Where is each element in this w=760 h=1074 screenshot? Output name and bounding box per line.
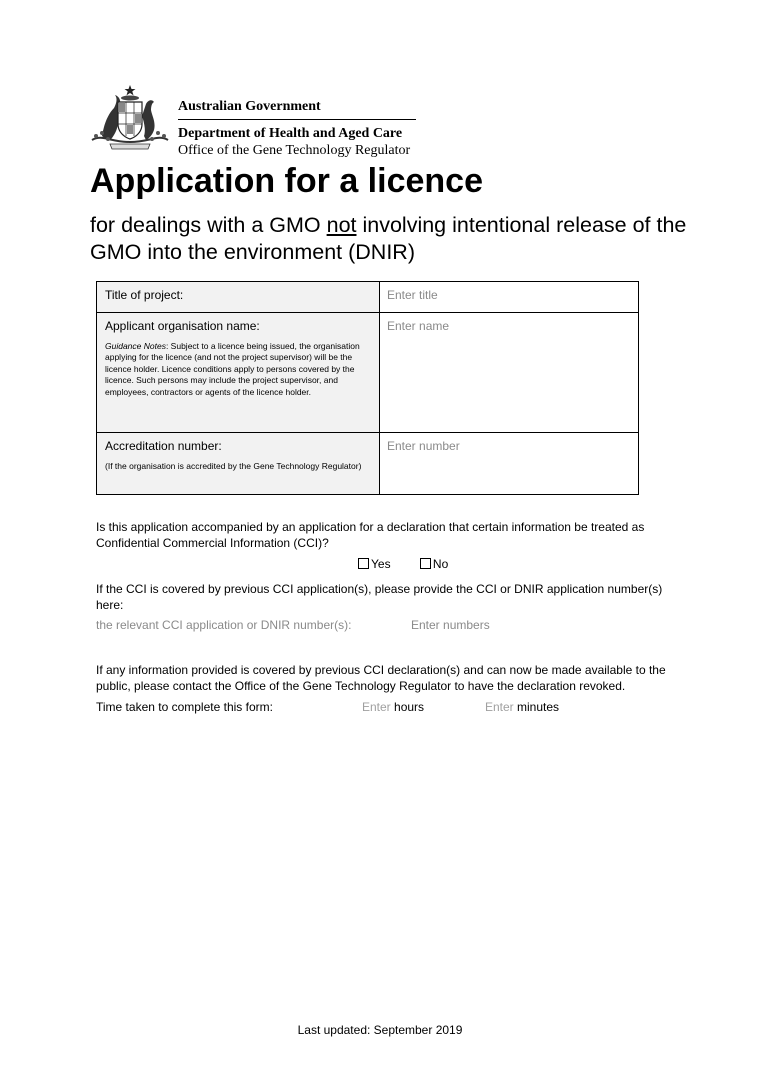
subtitle-part-2: involving intentional release of the GMO into the environment (DNIR): [90, 213, 687, 264]
header-divider: [178, 119, 416, 120]
hours-unit: hours: [390, 700, 425, 714]
guidance-notes: [105, 341, 371, 398]
reference-number-label: the relevant CCI application or DNIR number(s):: [96, 618, 352, 632]
cci-options: [358, 557, 448, 571]
application-form-table: [96, 281, 639, 495]
subtitle-part-1: for dealings with a GMO: [90, 213, 327, 237]
accreditation-label-cell: [97, 433, 380, 495]
cci-question: Is this application accompanied by an application for a declaration that certain information be treated as Confidential Commercial Information (CCI)?: [96, 520, 645, 550]
project-title-label-cell: [97, 282, 380, 313]
cci-no-checkbox[interactable]: [420, 558, 431, 569]
page-subtitle: [90, 212, 710, 266]
guidance-notes-heading: Guidance Notes: [105, 341, 166, 351]
organisation-name-field[interactable]: Enter name: [380, 313, 639, 433]
project-title-row: [97, 282, 639, 313]
subtitle-emphasis: not: [326, 213, 357, 237]
office-name: Office of the Gene Technology Regulator: [178, 143, 411, 158]
project-title-label: Title of project:: [105, 288, 184, 302]
department-name: Department of Health and Aged Care: [178, 126, 403, 141]
time-taken-label: Time taken to complete this form:: [96, 700, 273, 714]
organisation-row: [97, 313, 639, 433]
minutes-unit: minutes: [513, 700, 560, 714]
project-title-field[interactable]: Enter title: [380, 282, 639, 313]
cci-yes-label: Yes: [371, 557, 391, 571]
previous-cci-instructions: If the CCI is covered by previous CCI application(s), please provide the CCI or DNIR application number(s) here:: [96, 582, 663, 612]
cci-no-label: No: [432, 557, 449, 571]
accreditation-label: Accreditation number:: [105, 439, 222, 453]
accreditation-number-field[interactable]: Enter number: [380, 433, 639, 495]
accreditation-row: [97, 433, 639, 495]
last-updated: Last updated: September 2019: [297, 1023, 463, 1037]
minutes-group: [485, 700, 559, 714]
accreditation-note: (If the organisation is accredited by the Gene Technology Regulator): [105, 461, 362, 471]
hours-group: [362, 700, 424, 714]
government-name: Australian Government: [178, 99, 321, 114]
guidance-notes-text: : Subject to a licence being issued, the organisation applying for the licence (and not the project supervisor) will be the licence holder. Licence conditions apply to persons covered by the licence. Such persons may include the project supervisor, and employees, contractors or agents of the licence holder.: [105, 341, 360, 397]
page-title: Application for a licence: [90, 162, 483, 200]
organisation-label-cell: [97, 313, 380, 433]
minutes-field[interactable]: Enter: [485, 700, 514, 714]
reference-number-field[interactable]: Enter numbers: [411, 618, 490, 632]
revoke-instructions: If any information provided is covered by previous CCI declaration(s) and can now be made available to the public, please contact the Office of the Gene Technology Regulator to have the declaration revoked.: [96, 663, 666, 693]
hours-field[interactable]: Enter: [362, 700, 391, 714]
organisation-label: Applicant organisation name:: [105, 319, 260, 333]
cci-yes-checkbox[interactable]: [358, 558, 369, 569]
commonwealth-coat-of-arms-icon: [88, 84, 172, 150]
